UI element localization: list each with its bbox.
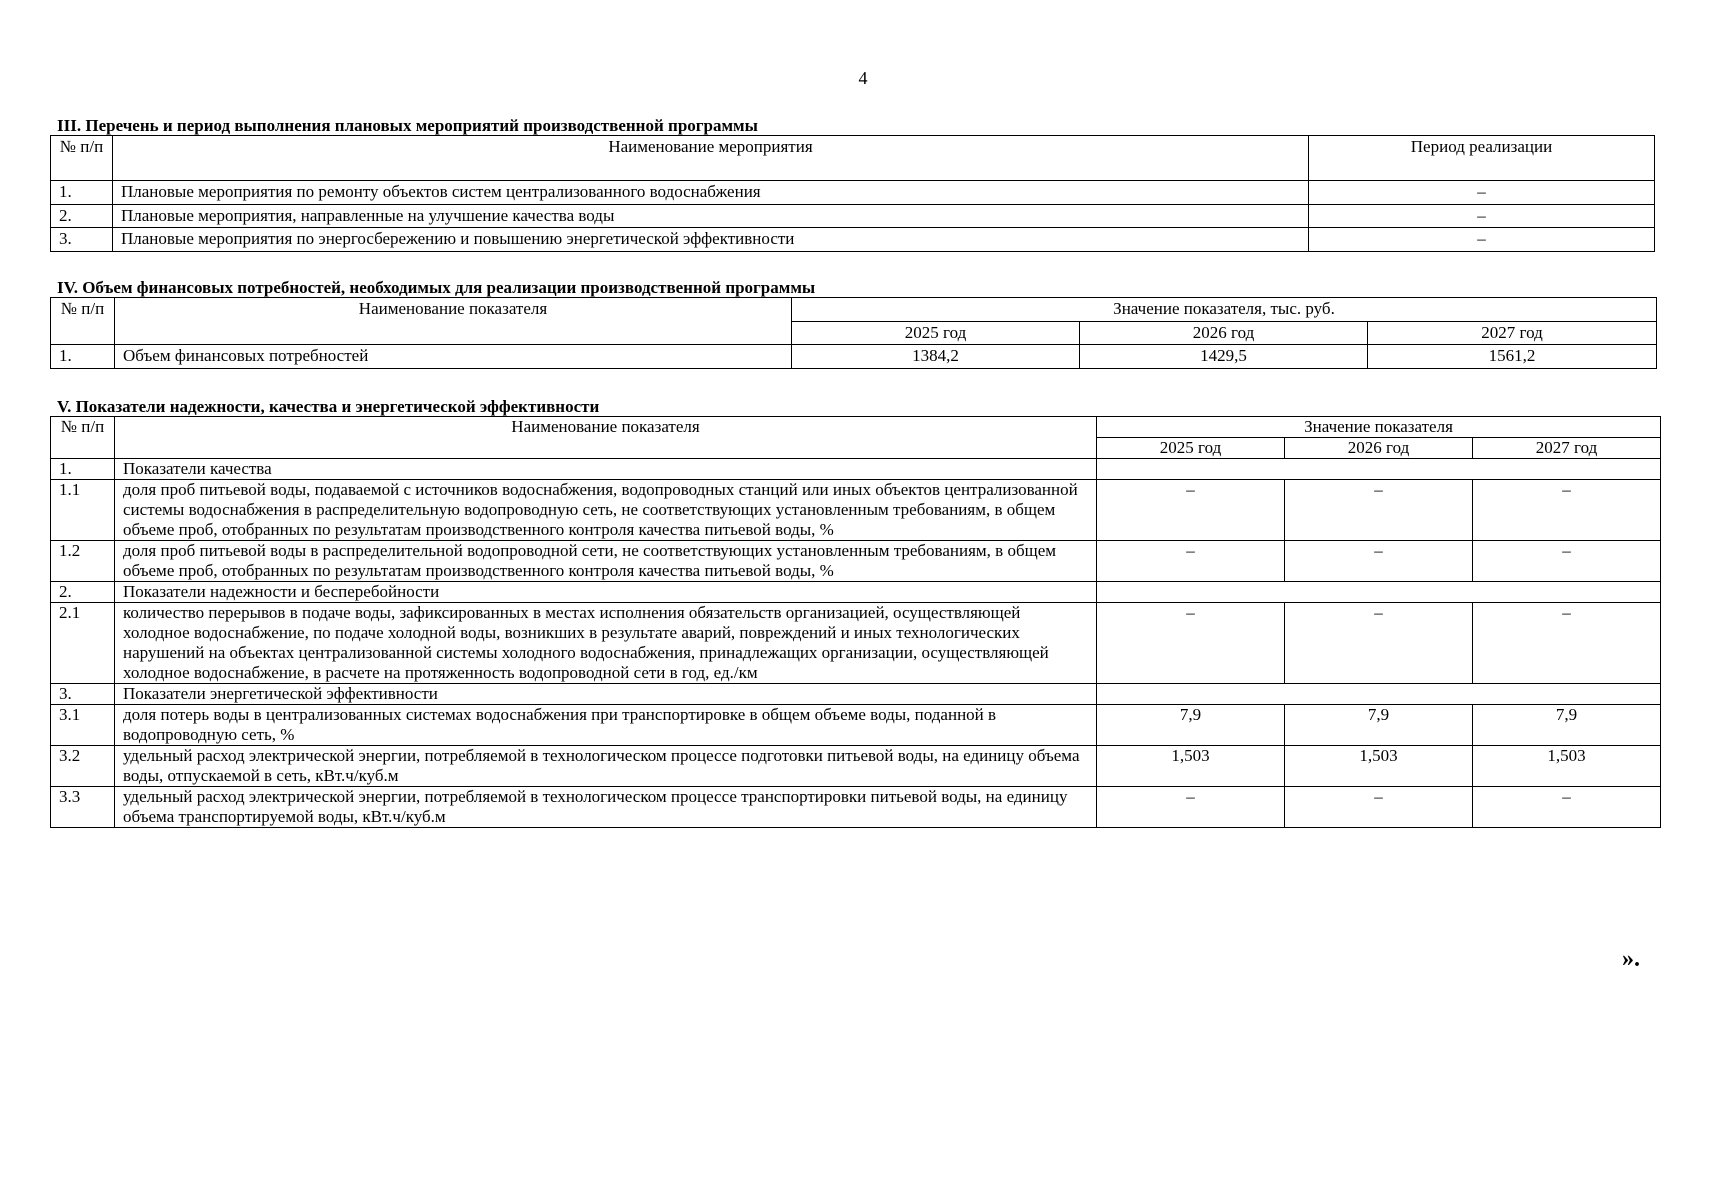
row-num: 2. bbox=[51, 582, 115, 603]
value-2027: 1561,2 bbox=[1368, 345, 1657, 369]
value-2025: – bbox=[1097, 541, 1285, 582]
value-2025: 1,503 bbox=[1097, 746, 1285, 787]
page-number: 4 bbox=[858, 68, 868, 88]
row-num: 1. bbox=[51, 459, 115, 480]
row-num: 2.1 bbox=[51, 603, 115, 684]
header-year-2027: 2027 год bbox=[1473, 438, 1661, 459]
section-4-title: IV. Объем финансовых потребностей, необходимых для реализации производственной программы bbox=[57, 278, 816, 297]
table-row bbox=[51, 787, 1661, 828]
value-2026: 1,503 bbox=[1285, 746, 1473, 787]
header-value: Значение показателя, тыс. руб. bbox=[792, 298, 1657, 322]
row-num: 3.1 bbox=[51, 705, 115, 746]
row-num: 1.1 bbox=[51, 480, 115, 541]
header-year-2027: 2027 год bbox=[1368, 321, 1657, 345]
value-2025: – bbox=[1097, 480, 1285, 541]
header-num: № п/п bbox=[51, 298, 115, 345]
header-num: № п/п bbox=[51, 417, 115, 459]
table-row bbox=[51, 541, 1661, 582]
value-2027: 1,503 bbox=[1473, 746, 1661, 787]
value-2025: – bbox=[1097, 787, 1285, 828]
row-indicator: доля проб питьевой воды в распределительной водопроводной сети, не соответствующих установленным требованиям, в общем объеме проб, отобранных по результатам производственного контроля качества питьевой воды, % bbox=[115, 541, 1097, 582]
value-2026: 1429,5 bbox=[1080, 345, 1368, 369]
value-2027: – bbox=[1473, 787, 1661, 828]
value-2027: 7,9 bbox=[1473, 705, 1661, 746]
row-activity: Плановые мероприятия по энергосбережению и повышению энергетической эффективности bbox=[113, 228, 1309, 252]
table-row bbox=[51, 746, 1661, 787]
value-2026: – bbox=[1285, 480, 1473, 541]
row-num: 2. bbox=[51, 204, 113, 228]
group-row bbox=[51, 684, 1661, 705]
value-2027: – bbox=[1473, 603, 1661, 684]
row-num: 3. bbox=[51, 684, 115, 705]
closing-quote-mark: ». bbox=[1622, 946, 1640, 972]
table-row bbox=[51, 181, 1655, 205]
header-num: № п/п bbox=[51, 136, 113, 181]
row-num: 1.2 bbox=[51, 541, 115, 582]
header-year-2025: 2025 год bbox=[1097, 438, 1285, 459]
row-indicator: Показатели качества bbox=[115, 459, 1097, 480]
row-indicator: удельный расход электрической энергии, потребляемой в технологическом процессе подготовки питьевой воды, на единицу объема воды, отпускаемой в сеть, кВт.ч/куб.м bbox=[115, 746, 1097, 787]
row-period: – bbox=[1309, 228, 1655, 252]
table-row bbox=[51, 705, 1661, 746]
row-indicator: доля потерь воды в централизованных системах водоснабжения при транспортировке в общем объеме воды, поданной в водопроводную сеть, % bbox=[115, 705, 1097, 746]
row-activity: Плановые мероприятия по ремонту объектов систем централизованного водоснабжения bbox=[113, 181, 1309, 205]
row-indicator: удельный расход электрической энергии, потребляемой в технологическом процессе транспортировки питьевой воды, на единицу объема транспортируемой воды, кВт.ч/куб.м bbox=[115, 787, 1097, 828]
value-2026: – bbox=[1285, 603, 1473, 684]
header-value: Значение показателя bbox=[1097, 417, 1661, 438]
row-indicator: Объем финансовых потребностей bbox=[115, 345, 792, 369]
table-row bbox=[51, 228, 1655, 252]
header-activity-name: Наименование мероприятия bbox=[113, 136, 1309, 181]
reliability-indicators-table bbox=[50, 416, 1661, 828]
section-5-title: V. Показатели надежности, качества и энергетической эффективности bbox=[57, 397, 600, 416]
table-row bbox=[51, 204, 1655, 228]
value-2025: 1384,2 bbox=[792, 345, 1080, 369]
row-num: 3.2 bbox=[51, 746, 115, 787]
row-activity: Плановые мероприятия, направленные на улучшение качества воды bbox=[113, 204, 1309, 228]
value-2027: – bbox=[1473, 480, 1661, 541]
row-indicator: доля проб питьевой воды, подаваемой с источников водоснабжения, водопроводных станций или иных объектов централизованной системы водоснабжения в распределительную водопроводную сеть, не соответствующих установленным требованиям, в общем объеме проб, отобранных по результатам производственного контроля качества питьевой воды, % bbox=[115, 480, 1097, 541]
row-num: 1. bbox=[51, 345, 115, 369]
header-year-2026: 2026 год bbox=[1080, 321, 1368, 345]
value-2026: – bbox=[1285, 787, 1473, 828]
value-2026: 7,9 bbox=[1285, 705, 1473, 746]
header-year-2026: 2026 год bbox=[1285, 438, 1473, 459]
row-indicator: Показатели энергетической эффективности bbox=[115, 684, 1097, 705]
group-row bbox=[51, 582, 1661, 603]
table-row bbox=[51, 603, 1661, 684]
value-2026: – bbox=[1285, 541, 1473, 582]
empty-values bbox=[1097, 459, 1661, 480]
empty-values bbox=[1097, 684, 1661, 705]
value-2027: – bbox=[1473, 541, 1661, 582]
empty-values bbox=[1097, 582, 1661, 603]
row-indicator: Показатели надежности и бесперебойности bbox=[115, 582, 1097, 603]
row-indicator: количество перерывов в подаче воды, зафиксированных в местах исполнения обязательств организацией, осуществляющей холодное водоснабжение, по подаче холодной воды, возникших в результате аварий, повреждений и иных технологических нарушений на объектах централизованной системы холодного водоснабжения, принадлежащих организации, осуществляющей холодное водоснабжение, в расчете на протяженность водопроводной сети в год, ед./км bbox=[115, 603, 1097, 684]
value-2025: 7,9 bbox=[1097, 705, 1285, 746]
table-row bbox=[51, 480, 1661, 541]
row-num: 3.3 bbox=[51, 787, 115, 828]
row-num: 3. bbox=[51, 228, 113, 252]
header-year-2025: 2025 год bbox=[792, 321, 1080, 345]
row-period: – bbox=[1309, 204, 1655, 228]
section-3-title: III. Перечень и период выполнения плановых мероприятий производственной программы bbox=[57, 116, 758, 135]
value-2025: – bbox=[1097, 603, 1285, 684]
group-row bbox=[51, 459, 1661, 480]
header-period: Период реализации bbox=[1309, 136, 1655, 181]
row-num: 1. bbox=[51, 181, 113, 205]
financial-needs-table bbox=[50, 297, 1657, 369]
header-indicator-name: Наименование показателя bbox=[115, 417, 1097, 459]
header-indicator-name: Наименование показателя bbox=[115, 298, 792, 345]
row-period: – bbox=[1309, 181, 1655, 205]
planned-activities-table bbox=[50, 135, 1655, 252]
table-row bbox=[51, 345, 1657, 369]
